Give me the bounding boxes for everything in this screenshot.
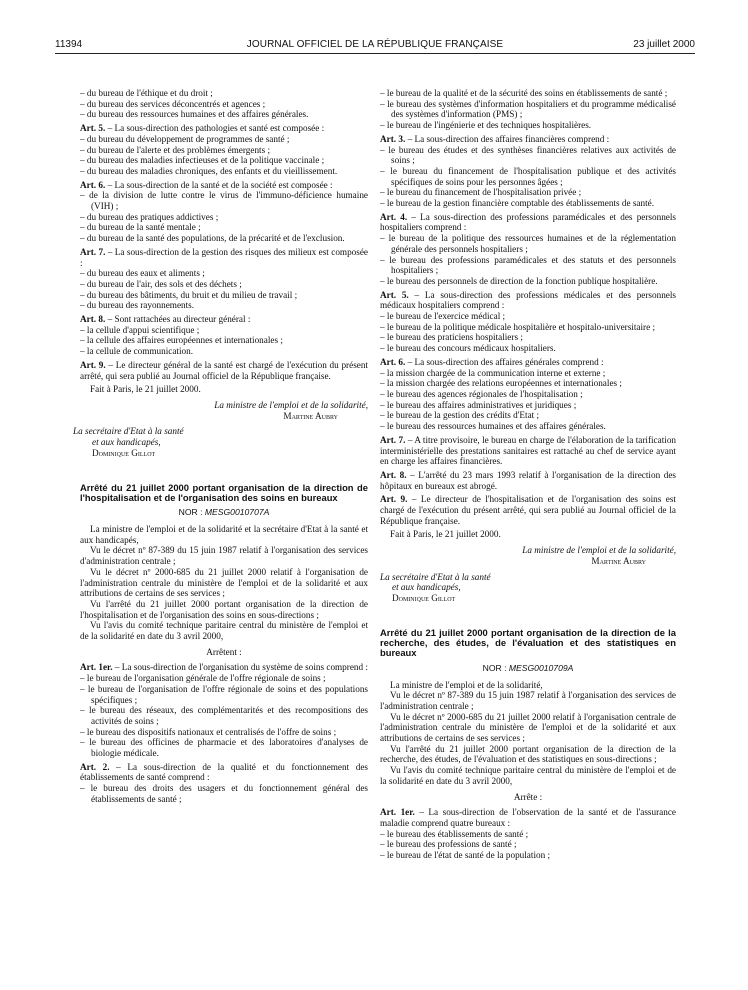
article-heading: Art. 8. xyxy=(80,314,106,325)
article-heading: Art. 7. xyxy=(380,434,406,445)
list-item: – du bureau de l'alerte et des problèmes émergents ; xyxy=(80,144,271,155)
list-item: – le bureau des professions de santé ; xyxy=(380,839,517,850)
article-text: – La sous-direction des affaires générales comprend : xyxy=(405,356,604,367)
list-item: – le bureau des affaires administratives et juridiques ; xyxy=(380,399,577,410)
list-item: – du bureau du développement de programmes de santé ; xyxy=(80,133,290,144)
preamble-paragraph: Vu le décret nº 87-389 du 15 juin 1987 relatif à l'organisation des services d'administration centrale ; xyxy=(80,545,368,567)
list-item: – la mission chargée de la communication interne et externe ; xyxy=(380,367,606,378)
nor-code: MESG0010707A xyxy=(204,507,270,518)
list-item: – le bureau de l'état de santé de la population ; xyxy=(380,850,551,861)
arretent-heading: Arrêtent : xyxy=(206,646,242,657)
minister-name: Martine Aubry xyxy=(591,555,646,566)
list-item: – du bureau de la santé des populations, de la précarité et de l'exclusion. xyxy=(80,233,345,244)
nor-label: NOR : xyxy=(178,507,205,518)
list-item: – le bureau des officines de pharmacie et des laboratoires d'analyses de biologie médicale. xyxy=(80,737,368,759)
list-item: – le bureau de la qualité et de la sécurité des soins en établissements de santé ; xyxy=(380,88,668,98)
secretary-name: Dominique Gillot xyxy=(392,592,456,603)
article-8 xyxy=(380,470,676,491)
article-9 xyxy=(380,494,676,526)
article-5 xyxy=(80,123,368,134)
list-item: – la cellule d'appui scientifique ; xyxy=(80,324,200,335)
list-item: – du bureau des eaux et aliments ; xyxy=(80,268,205,279)
preamble-paragraph: Vu l'avis du comité technique paritaire central du ministère de l'emploi et de la solidarité en date du 3 avril 2000, xyxy=(380,765,676,786)
arrete-heading: Arrête : xyxy=(513,791,543,802)
list-item: – le bureau des systèmes d'information hospitaliers et du programme médicalisé des systèmes d'information (PMS) ; xyxy=(380,98,676,120)
list-item: – du bureau des maladies chroniques, des enfants et du vieillissement. xyxy=(80,165,338,176)
article-text: – La sous-direction de la qualité et du fonctionnement des établissements de santé comprend : xyxy=(80,761,368,783)
issue-date: 23 juillet 2000 xyxy=(633,39,695,50)
article-8 xyxy=(80,314,368,325)
preamble-paragraph: Vu l'arrêté du 21 juillet 2000 portant organisation de la direction de l'hospitalisation et de l'organisation des soins en sous-directions ; xyxy=(80,598,368,620)
article-text: – L'arrêté du 23 mars 1993 relatif à l'organisation de la direction des hôpitaux en bureaux est abrogé. xyxy=(380,469,676,491)
article-2 xyxy=(80,762,368,783)
article-heading: Art. 6. xyxy=(80,179,106,190)
preamble-paragraph: Vu le décret nº 2000-685 du 21 juillet 2000 relatif à l'organisation de l'administration centrale du ministère de l'emploi et de la solidarité et aux attributions de certains de ses services ; xyxy=(80,566,368,599)
secretary-name: Dominique Gillot xyxy=(92,447,156,458)
preamble-paragraph: La ministre de l'emploi et de la solidarité et la secrétaire d'Etat à la santé et aux handicapés, xyxy=(80,524,368,545)
list-item: – le bureau de l'organisation de l'offre régionale de soins et des populations spécifiques ; xyxy=(80,683,368,705)
article-text: – Le directeur général de la santé est chargé de l'exécution du présent arrêté, qui sera publié au Journal officiel de la République française. xyxy=(80,359,368,381)
article-5 xyxy=(380,290,676,311)
list-item: – le bureau de la gestion financière comptable des établissements de santé. xyxy=(380,198,654,209)
preamble-paragraph: Vu le décret nº 2000-685 du 21 juillet 2000 relatif à l'organisation centrale de l'administration centrale du ministère de l'emploi et de la solidarité et aux attributions de certains de ses services ; xyxy=(380,711,676,744)
list-item: – le bureau des personnels de direction de la fonction publique hospitalière. xyxy=(380,275,658,286)
secretary-title-cont: et aux handicapés, xyxy=(392,582,461,593)
list-item: – la cellule des affaires européennes et internationales ; xyxy=(80,335,283,346)
list-item: – du bureau de la santé mentale ; xyxy=(80,222,201,233)
list-item: – le bureau de la politique des ressources humaines et de la réglementation générale des personnels hospitaliers ; xyxy=(380,233,676,254)
article-text: – La sous-direction des professions médicales et des personnels médicaux hospitaliers comprend : xyxy=(380,289,676,311)
list-item: – du bureau des services déconcentrés et agences ; xyxy=(80,98,266,109)
article-6 xyxy=(380,357,676,368)
list-item: – le bureau des agences régionales de l'hospitalisation ; xyxy=(380,388,583,399)
article-heading: Art. 5. xyxy=(380,289,409,300)
page-header xyxy=(55,38,695,52)
preamble-paragraph: La ministre de l'emploi et de la solidarité, xyxy=(390,679,543,690)
preamble-paragraph: Vu le décret nº 87-389 du 15 juin 1987 relatif à l'organisation des services de l'administration centrale ; xyxy=(380,690,676,711)
article-4 xyxy=(380,212,676,233)
fait-line: Fait à Paris, le 21 juillet 2000. xyxy=(390,529,501,540)
list-item: – le bureau de l'exercice médical ; xyxy=(380,311,506,322)
list-item: – le bureau des dispositifs nationaux et centralisés de l'offre de soins ; xyxy=(80,726,337,737)
list-item: – du bureau des ressources humaines et des affaires générales. xyxy=(80,109,309,120)
article-text: – La sous-direction de la santé et de la société est composée : xyxy=(105,179,333,190)
left-top-list xyxy=(80,88,368,120)
list-item: – du bureau des pratiques addictives ; xyxy=(80,211,219,222)
list-item: – le bureau du financement de l'hospitalisation privée ; xyxy=(380,187,582,198)
list-item: – le bureau des établissements de santé ; xyxy=(380,828,529,839)
decree-title: Arrêté du 21 juillet 2000 portant organisation de la direction de la recherche, des études, de l'évaluation et des statistiques en bureaux xyxy=(380,626,676,659)
minister-title: La ministre de l'emploi et de la solidarité, xyxy=(522,545,676,556)
article-heading: Art. 8. xyxy=(380,469,407,480)
list-item: – le bureau des ressources humaines et des affaires générales. xyxy=(380,421,606,432)
secretary-title: La secrétaire d'Etat à la santé xyxy=(73,426,184,437)
article-text: – La sous-direction de l'organisation du système de soins comprend : xyxy=(112,662,368,673)
article-6 xyxy=(80,180,368,191)
left-column xyxy=(73,88,368,805)
list-item: – le bureau du financement de l'hospitalisation publique et des activités spécifiques de soins pour les personnes âgées ; xyxy=(380,165,676,187)
list-item: – de la division de lutte contre le virus de l'immuno-déficience humaine (VIH) ; xyxy=(80,190,368,212)
secretary-title: La secrétaire d'Etat à la santé xyxy=(380,571,491,582)
article-3 xyxy=(380,134,676,145)
article-heading: Art. 7. xyxy=(80,246,106,257)
fait-line: Fait à Paris, le 21 juillet 2000. xyxy=(90,384,201,395)
list-item: – du bureau de l'éthique et du droit ; xyxy=(80,88,213,98)
article-text: – La sous-direction de l'observation de la santé et de l'assurance maladie comprend quatre bureaux : xyxy=(380,807,676,828)
article-9 xyxy=(80,360,368,381)
minister-title: La ministre de l'emploi et de la solidarité, xyxy=(214,399,368,410)
article-1 xyxy=(80,662,368,673)
article-7 xyxy=(380,435,676,467)
article-heading: Art. 1er. xyxy=(80,662,113,673)
article-text: – La sous-direction des professions paramédicales et des personnels hospitaliers comprend : xyxy=(380,211,676,233)
article-heading: Art. 9. xyxy=(80,359,106,370)
right-column xyxy=(380,88,676,861)
article-text: – Le directeur de l'hospitalisation et de l'organisation des soins est chargé de l'exécution du présent arrêté, qui sera publié au Journal officiel de la République française. xyxy=(380,494,676,526)
article-text: – La sous-direction de la gestion des risques des milieux est composée : xyxy=(80,246,368,268)
preamble-paragraph: Vu l'arrêté du 21 juillet 2000 portant organisation de la direction de la recherche, des études, de l'évaluation et des statistiques en sous-directions ; xyxy=(380,743,676,765)
nor-reference xyxy=(80,507,368,518)
list-item: – le bureau des professions paramédicales et des statuts et des personnels hospitaliers ; xyxy=(380,254,676,276)
list-item: – du bureau des bâtiments, du bruit et du milieu de travail ; xyxy=(80,289,298,300)
list-item: – du bureau de l'air, des sols et des déchets ; xyxy=(80,278,242,289)
article-heading: Art. 4. xyxy=(380,211,408,222)
list-item: – du bureau des rayonnements. xyxy=(80,300,195,311)
article-heading: Art. 9. xyxy=(380,494,408,505)
header-rule xyxy=(55,53,695,54)
list-item: – la mission chargée des relations européennes et internationales ; xyxy=(380,378,622,389)
nor-reference xyxy=(380,663,676,674)
list-item: – le bureau de la gestion des crédits d'Etat ; xyxy=(380,410,540,421)
article-heading: Art. 1er. xyxy=(380,807,415,818)
article-text: – Sont rattachées au directeur général : xyxy=(105,314,251,325)
article-heading: Art. 6. xyxy=(380,356,406,367)
article-text: – A titre provisoire, le bureau en charge de l'élaboration de la tarification interministérielle des prestations sanitaires est rattaché au chef de service ayant en charge les affaires financières. xyxy=(380,434,677,467)
list-item: – le bureau des praticiens hospitaliers ; xyxy=(380,332,523,343)
list-item: – du bureau des maladies infectieuses et de la politique vaccinale ; xyxy=(80,155,325,166)
page-number: 11394 xyxy=(55,39,83,50)
list-item: – le bureau de l'ingénierie et des techniques hospitalières. xyxy=(380,120,592,131)
preamble-paragraph: Vu l'avis du comité technique paritaire central du ministère de l'emploi et de la solidarité en date du 3 avril 2000, xyxy=(80,620,368,642)
article-heading: Art. 2. xyxy=(80,761,110,772)
decree-title: Arrêté du 21 juillet 2000 portant organisation de la direction de l'hospitalisation et de l'organisation des soins en bureaux xyxy=(80,481,368,503)
nor-code: MESG0010709A xyxy=(508,662,574,673)
article-text: – La sous-direction des affaires financières comprend : xyxy=(405,133,610,144)
article-7 xyxy=(80,247,368,268)
secretary-title-cont: et aux handicapés, xyxy=(92,437,161,448)
list-item: – le bureau des droits des usagers et du fonctionnement général des établissements de santé ; xyxy=(80,783,368,804)
article-heading: Art. 3. xyxy=(380,133,406,144)
list-item: – la cellule de communication. xyxy=(80,346,194,357)
article-1 xyxy=(380,807,676,828)
list-item: – le bureau des réseaux, des complémentarités et des recompositions des activités de soins ; xyxy=(80,705,368,726)
nor-label: NOR : xyxy=(482,662,509,673)
list-item: – le bureau de la politique médicale hospitalière et hospitalo-universitaire ; xyxy=(380,321,656,332)
minister-name: Martine Aubry xyxy=(283,410,338,421)
journal-title: JOURNAL OFFICIEL DE LA RÉPUBLIQUE FRANÇAISE xyxy=(246,39,504,50)
list-item: – le bureau des études et des synthèses financières relatives aux activités de soins ; xyxy=(380,144,676,166)
list-item: – le bureau des concours médicaux hospitaliers. xyxy=(380,343,556,354)
list-item: – le bureau de l'organisation générale de l'offre régionale de soins ; xyxy=(80,673,326,684)
article-heading: Art. 5. xyxy=(80,123,106,134)
article-text: – La sous-direction des pathologies et santé est composée : xyxy=(105,123,325,134)
